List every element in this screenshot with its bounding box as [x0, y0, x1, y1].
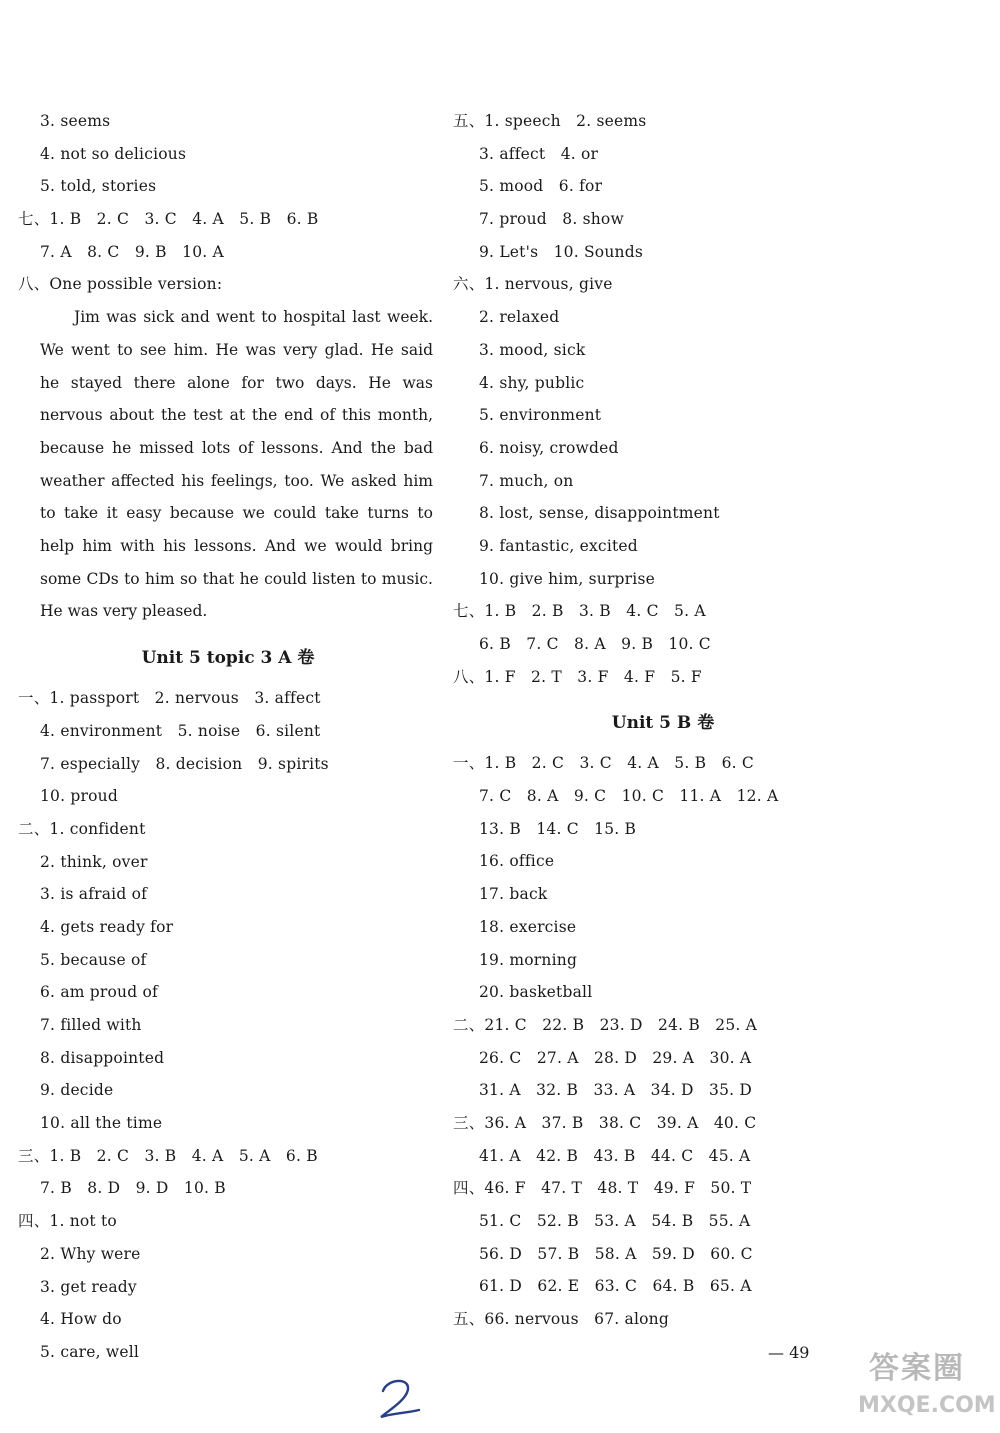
section-3-line: 三、1. B 2. C 3. B 4. A 5. A 6. B [18, 1146, 318, 1165]
watermark-url: MXQE.COM [858, 1393, 996, 1418]
answer-line: 13. B 14. C 15. B [479, 819, 637, 838]
answer-line: 19. morning [479, 950, 578, 969]
section-5-line: 五、66. nervous 67. along [453, 1310, 669, 1329]
section-1-line: 一、1. passport 2. nervous 3. affect [18, 689, 321, 708]
answer-line: 2. think, over [40, 852, 148, 871]
answer-line: 3. is afraid of [40, 885, 148, 904]
answer-line: 41. A 42. B 43. B 44. C 45. A [479, 1146, 751, 1165]
answer-line: 16. office [479, 852, 555, 871]
section-1-line: 一、1. B 2. C 3. C 4. A 5. B 6. C [453, 754, 754, 773]
answer-line: 5. because of [40, 950, 147, 969]
answer-line: 10. proud [40, 787, 118, 806]
answer-line: 17. back [479, 885, 548, 904]
section-3-line: 三、36. A 37. B 38. C 39. A 40. C [453, 1113, 757, 1132]
answer-line: 51. C 52. B 53. A 54. B 55. A [479, 1212, 751, 1230]
section-7-line: 七、1. B 2. B 3. B 4. C 5. A [453, 602, 706, 621]
page-number: — 49 [768, 1343, 810, 1362]
answer-line: 7. B 8. D 9. D 10. B [40, 1179, 226, 1198]
answer-line: 8. lost, sense, disappointment [479, 504, 720, 523]
sample-essay: Jim was sick and went to hospital last week. We went to see him. He was very glad. He said he stayed there alone for two days. He was nervous about the test at the end of this month, because he missed lots of lessons. And the bad weather affected his feelings, too. We asked him to take it easy because we could take turns to help him with his lessons. And we would bring some CDs to him so that he could listen to music. He was very pleased. [40, 308, 433, 621]
answer-line: 4. gets ready for [40, 917, 174, 936]
answer-line: 7. C 8. A 9. C 10. C 11. A 12. A [479, 787, 779, 806]
section-4-line: 四、1. not to [18, 1212, 117, 1231]
answer-line: 3. mood, sick [479, 340, 586, 359]
answer-line: 3. affect 4. or [479, 144, 599, 163]
answer-line: 5. mood 6. for [479, 177, 603, 196]
section-7-line: 七、1. B 2. C 3. C 4. A 5. B 6. B [18, 210, 319, 229]
section-8-line: 八、1. F 2. T 3. F 4. F 5. F [453, 667, 702, 686]
answer-line: 4. How do [40, 1310, 122, 1329]
unit-heading: Unit 5 B 卷 [611, 713, 715, 734]
answer-line: 18. exercise [479, 917, 577, 936]
answer-line: 56. D 57. B 58. A 59. D 60. C [479, 1244, 753, 1263]
answer-line: 6. B 7. C 8. A 9. B 10. C [479, 635, 711, 653]
answer-line: 4. environment 5. noise 6. silent [40, 721, 321, 740]
handwritten-mark-icon [375, 1375, 425, 1424]
answer-line: 26. C 27. A 28. D 29. A 30. A [479, 1048, 752, 1067]
section-4-line: 四、46. F 47. T 48. T 49. F 50. T [453, 1179, 752, 1198]
answer-line: 5. told, stories [40, 177, 157, 196]
answer-line: 8. disappointed [40, 1048, 165, 1067]
answer-line: 4. shy, public [479, 373, 585, 392]
answer-line: 5. care, well [40, 1342, 140, 1361]
answer-line: 31. A 32. B 33. A 34. D 35. D [479, 1081, 753, 1100]
answer-line: 3. get ready [40, 1277, 137, 1296]
section-6-line: 六、1. nervous, give [453, 275, 613, 294]
answer-line: 2. Why were [40, 1244, 141, 1263]
answer-line: 7. proud 8. show [479, 210, 624, 229]
unit-heading: Unit 5 topic 3 A 卷 [141, 648, 315, 669]
answer-line: 9. decide [40, 1081, 114, 1100]
answer-line: 9. fantastic, excited [479, 536, 638, 555]
answer-line: 7. especially 8. decision 9. spirits [40, 754, 329, 773]
answer-line: 3. seems [40, 112, 111, 130]
answer-line: 7. much, on [479, 471, 574, 490]
answer-line: 7. filled with [40, 1016, 142, 1035]
answer-line: 20. basketball [479, 983, 593, 1002]
section-8-label: 八、One possible version: [18, 275, 223, 294]
answer-line: 10. all the time [40, 1114, 163, 1133]
section-2-line: 二、1. confident [18, 819, 146, 838]
answer-line: 6. noisy, crowded [479, 438, 619, 457]
answer-line: 5. environment [479, 406, 602, 425]
answer-line: 9. Let's 10. Sounds [479, 242, 643, 261]
section-5-line: 五、1. speech 2. seems [453, 112, 647, 130]
answer-line: 10. give him, surprise [479, 569, 655, 588]
answer-line: 6. am proud of [40, 983, 158, 1002]
answer-line: 7. A 8. C 9. B 10. A [40, 242, 224, 261]
answer-line: 2. relaxed [479, 308, 560, 327]
right-column [453, 105, 873, 1336]
left-column [18, 105, 438, 1369]
answer-line: 4. not so delicious [40, 144, 187, 163]
watermark-title: 答案圈 [869, 1351, 965, 1386]
section-2-line: 二、21. C 22. B 23. D 24. B 25. A [453, 1015, 758, 1034]
watermark-logo [855, 1343, 1000, 1428]
answer-line: 61. D 62. E 63. C 64. B 65. A [479, 1277, 752, 1296]
